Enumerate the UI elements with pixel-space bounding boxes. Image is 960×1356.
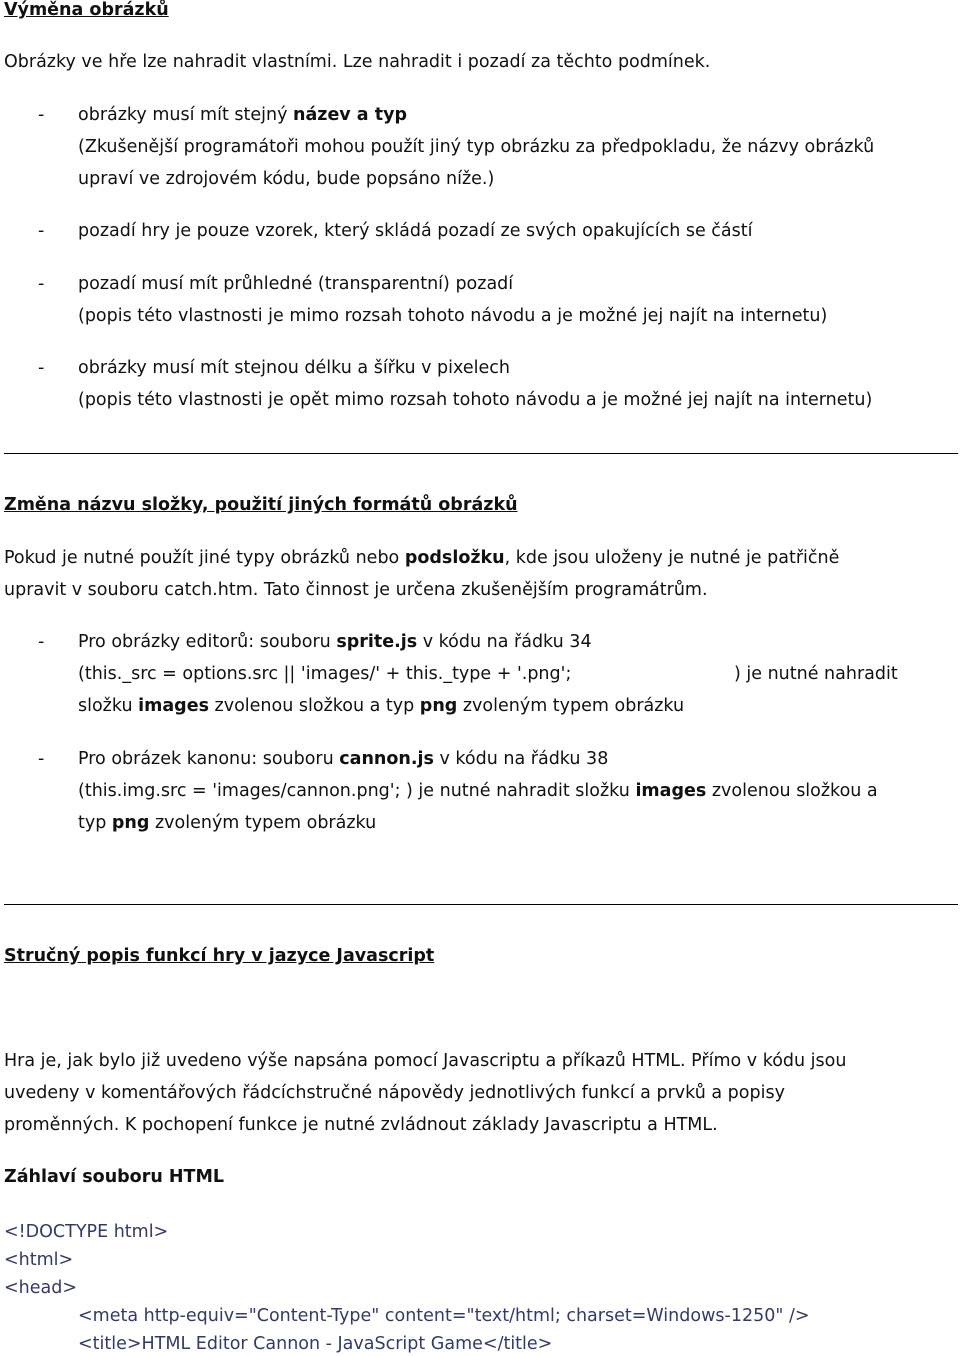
list-item-text: složku images zvolenou složkou a typ png zvoleným typem obrázku (78, 696, 685, 716)
paragraph: Hra je, jak bylo již uvedeno výše napsána pomocí Javascriptu a příkazů HTML. Přímo v kódu jsou (4, 1051, 847, 1071)
list-item-same-size: obrázky musí mít stejnou délku a šířku v pixelech (78, 358, 510, 378)
section-heading-folder-change: Změna názvu složky, použití jiných formátů obrázků (4, 495, 518, 515)
list-item-text: (popis této vlastnosti je mimo rozsah tohoto návodu a je možné jej najít na internetu) (78, 306, 828, 326)
code-line: <!DOCTYPE html> (4, 1222, 169, 1242)
list-item-text: typ png zvoleným typem obrázku (78, 813, 377, 833)
paragraph: proměnných. K pochopení funkce je nutné zvládnout základy Javascriptu a HTML. (4, 1115, 718, 1135)
code-line: <title>HTML Editor Cannon - JavaScript Game</title> (78, 1334, 553, 1354)
code-line: <meta http-equiv="Content-Type" content="text/html; charset=Windows-1250" /> (78, 1306, 810, 1326)
list-item-text: (this.img.src = 'images/cannon.png'; ) je nutné nahradit složku images zvolenou složkou a (78, 781, 878, 801)
section-heading-functions: Stručný popis funkcí hry v jazyce Javascript (4, 946, 435, 966)
list-item-text: (Zkušenější programátoři mohou použít jiný typ obrázku za předpokladu, že názvy obrázků (78, 137, 875, 157)
subheading-html-header: Záhlaví souboru HTML (4, 1167, 225, 1187)
list-item-text: upraví ve zdrojovém kódu, bude popsáno níže.) (78, 169, 495, 189)
code-line: <html> (4, 1250, 74, 1270)
list-item-text: (popis této vlastnosti je opět mimo rozsah tohoto návodu a je možné jej najít na internetu) (78, 390, 873, 410)
list-item-same-name-type: obrázky musí mít stejný název a typ (78, 105, 408, 125)
divider (4, 904, 958, 905)
divider (4, 453, 958, 454)
paragraph: upravit v souboru catch.htm. Tato činnost je určena zkušenějším programátrům. (4, 580, 708, 600)
code-line: <head> (4, 1278, 78, 1298)
list-item-cannon: Pro obrázek kanonu: souboru cannon.js v kódu na řádku 38 (78, 749, 609, 769)
paragraph: Pokud je nutné použít jiné typy obrázků nebo podsložku, kde jsou uloženy je nutné je patřičně (4, 548, 840, 568)
bullet-dash: - (38, 749, 45, 769)
section-heading-image-replacement: Výměna obrázků (4, 0, 169, 20)
bullet-dash: - (38, 358, 45, 378)
code-snippet: (this._src = options.src || 'images/' + this._type + '.png'; (78, 664, 572, 684)
bullet-dash: - (38, 105, 45, 125)
list-item-transparent: pozadí musí mít průhledné (transparentní) pozadí (78, 274, 514, 294)
list-item-text: ) je nutné nahradit (734, 664, 898, 684)
bullet-dash: - (38, 221, 45, 241)
bullet-dash: - (38, 274, 45, 294)
list-item-sprite: Pro obrázky editorů: souboru sprite.js v kódu na řádku 34 (78, 632, 592, 652)
list-item-background-pattern: pozadí hry je pouze vzorek, který skládá pozadí ze svých opakujících se částí (78, 221, 753, 241)
intro-paragraph: Obrázky ve hře lze nahradit vlastními. Lze nahradit i pozadí za těchto podmínek. (4, 52, 711, 72)
paragraph: uvedeny v komentářových řádcíchstručné nápovědy jednotlivých funkcí a prvků a popisy (4, 1083, 785, 1103)
bullet-dash: - (38, 632, 45, 652)
